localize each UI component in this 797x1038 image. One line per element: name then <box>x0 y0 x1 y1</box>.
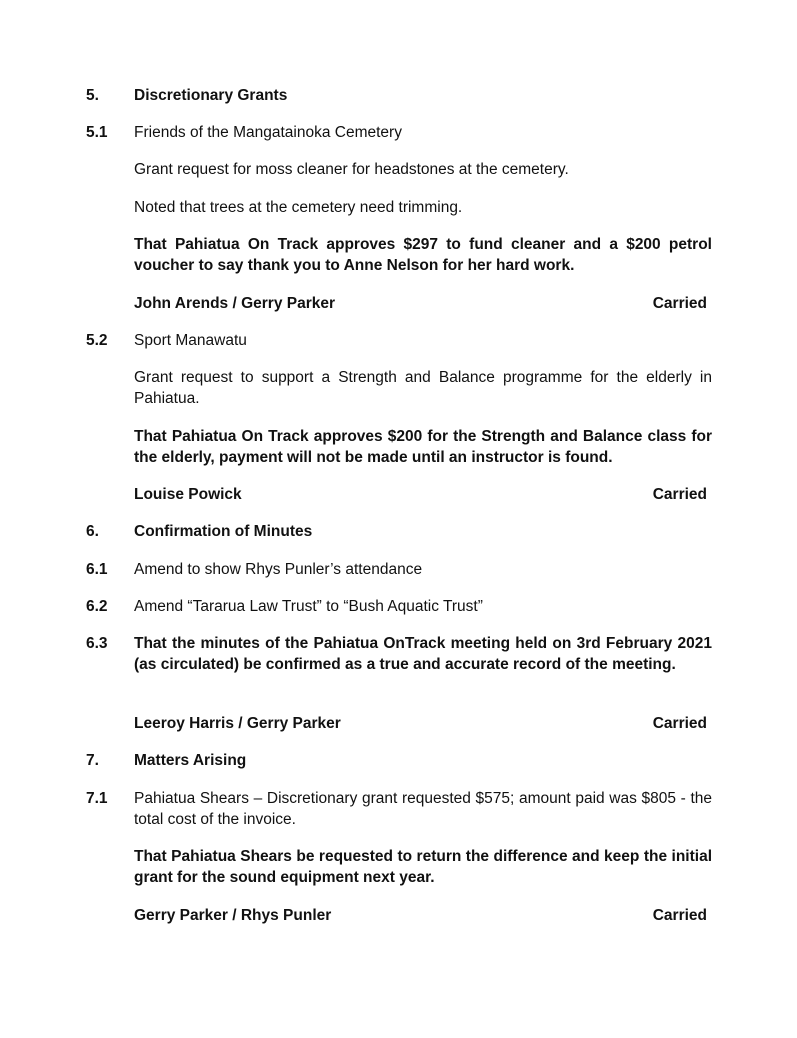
item-number: 6.2 <box>86 598 108 615</box>
item-text: Pahiatua Shears – Discretionary grant requested $575; amount paid was $805 - the total cost of the invoice. <box>134 790 712 828</box>
item-text: Amend to show Rhys Punler’s attendance <box>134 561 423 578</box>
item-text: Amend “Tararua Law Trust” to “Bush Aquatic Trust” <box>134 598 483 615</box>
section-number: 6. <box>86 523 99 540</box>
result: Carried <box>652 486 707 503</box>
item-title: Friends of the Mangatainoka Cemetery <box>134 124 402 141</box>
item-title: Sport Manawatu <box>134 332 247 349</box>
movers: Gerry Parker / Rhys Punler <box>134 907 332 924</box>
result: Carried <box>652 715 707 732</box>
section-title: Discretionary Grants <box>134 87 288 104</box>
item-number: 6.3 <box>86 635 108 652</box>
paragraph: Grant request for moss cleaner for headstones at the cemetery. <box>134 161 569 178</box>
section-title: Confirmation of Minutes <box>134 523 313 540</box>
movers: Leeroy Harris / Gerry Parker <box>134 715 341 732</box>
section-number: 5. <box>86 87 99 104</box>
paragraph: Grant request to support a Strength and Balance programme for the elderly in Pahiatua. <box>134 369 712 407</box>
resolution: That Pahiatua On Track approves $200 for the Strength and Balance class for the elderly, payment will not be made until an instructor is found. <box>134 428 712 466</box>
item-number: 7.1 <box>86 790 108 807</box>
movers: Louise Powick <box>134 486 242 503</box>
result: Carried <box>652 295 707 312</box>
item-number: 5.2 <box>86 332 108 349</box>
paragraph: Noted that trees at the cemetery need trimming. <box>134 199 463 216</box>
resolution: That the minutes of the Pahiatua OnTrack meeting held on 3rd February 2021 (as circulated) be confirmed as a true and accurate record of the meeting. <box>134 635 712 673</box>
item-number: 5.1 <box>86 124 108 141</box>
section-number: 7. <box>86 752 99 769</box>
movers: John Arends / Gerry Parker <box>134 295 336 312</box>
resolution: That Pahiatua On Track approves $297 to fund cleaner and a $200 petrol voucher to say thank you to Anne Nelson for her hard work. <box>134 236 712 274</box>
result: Carried <box>652 907 707 924</box>
resolution: That Pahiatua Shears be requested to return the difference and keep the initial grant for the sound equipment next year. <box>134 848 712 886</box>
item-number: 6.1 <box>86 561 108 578</box>
section-title: Matters Arising <box>134 752 247 769</box>
